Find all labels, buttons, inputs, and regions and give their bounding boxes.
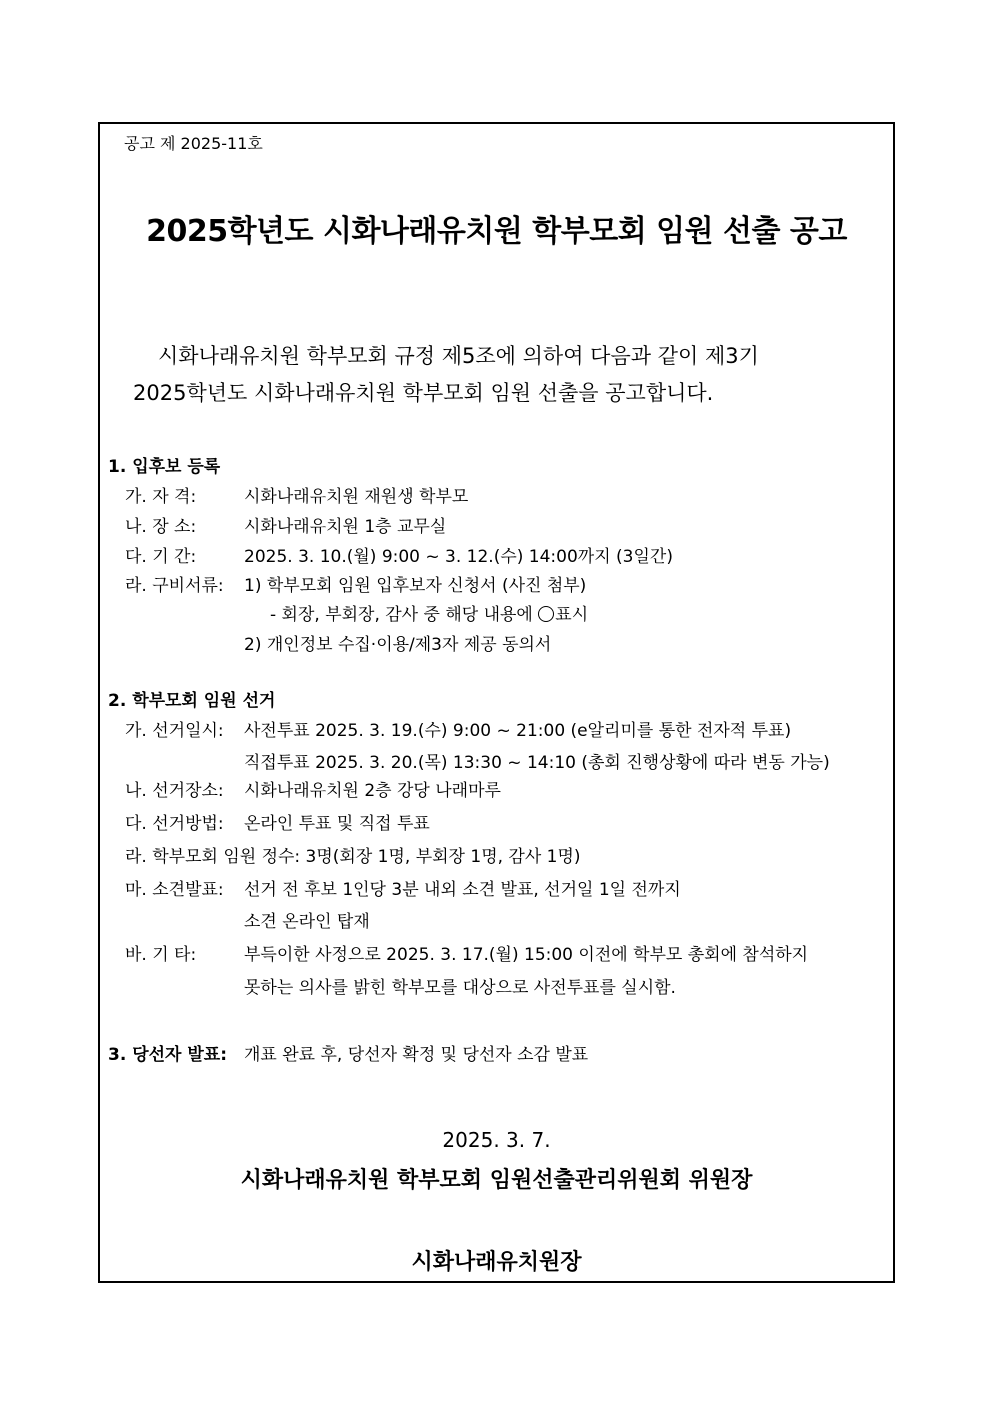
period-value: 2025. 3. 10.(월) 9:00 ~ 3. 12.(수) 14:00까지 (3일간) [244,547,673,567]
section3-text: 개표 완료 후, 당선자 확정 및 당선자 소감 발표 [244,1045,589,1065]
election-method-value: 온라인 투표 및 직접 투표 [244,814,430,834]
speech-label: 마. 소견발표: [125,880,224,900]
documents-2: 2) 개인정보 수집·이용/제3자 제공 동의서 [244,635,552,655]
section1-documents-row [0,571,992,595]
section2-heading: 2. 학부모회 임원 선거 [108,691,276,711]
principal-signature: 시화나래유치원장 [411,1250,582,1275]
etc-line-2: 못하는 의사를 밝힌 학부모를 대상으로 사전투표를 실시함. [244,978,676,998]
etc-line-1: 부득이한 사정으로 2025. 3. 17.(월) 15:00 이전에 학부모 총회에 참석하지 [244,945,809,965]
section3-row [0,1040,992,1064]
etc-label: 바. 기 타: [125,945,197,965]
intro-line-2: 2025학년도 시화나래유치원 학부모회 임원 선출을 공고합니다. [133,381,714,405]
section1-place-row [0,512,992,536]
speech-row [0,875,992,899]
section1-documents-2-row [0,630,992,654]
period-label: 다. 기 간: [125,547,197,567]
section3-heading: 3. 당선자 발표: [108,1045,228,1065]
section1-period-row [0,542,992,566]
notice-date: 2025. 3. 7. [442,1128,551,1152]
documents-mark-text: 표시 [555,605,589,625]
qualification-value: 시화나래유치원 재원생 학부모 [244,487,469,507]
speech-line-2: 소견 온라인 탑재 [244,912,370,932]
place-value: 시화나래유치원 1층 교무실 [244,517,447,537]
intro-line-1: 시화나래유치원 학부모회 규정 제5조에 의하여 다음과 같이 제3기 [158,344,759,368]
election-date-direct-row [0,748,992,772]
page-title: 2025학년도 시화나래유치원 학부모회 임원 선출 공고 [146,214,847,249]
speech-line-1: 선거 전 후보 1인당 3분 내외 소견 발표, 선거일 1일 전까지 [244,880,681,900]
election-date-label: 가. 선거일시: [125,721,224,741]
qualification-label: 가. 자 격: [125,487,197,507]
election-place-row [0,776,992,800]
election-date-pre: 사전투표 2025. 3. 19.(수) 9:00 ~ 21:00 (e알리미를 통한 전자적 투표) [244,721,792,741]
election-date-direct: 직접투표 2025. 3. 20.(목) 13:30 ~ 14:10 (총회 진행상황에 따라 변동 가능) [244,753,830,773]
speech-row-2 [0,907,992,931]
etc-row [0,940,992,964]
election-place-value: 시화나래유치원 2층 강당 나래마루 [244,781,501,801]
documents-sub [270,600,588,625]
election-place-label: 나. 선거장소: [125,781,224,801]
election-date-row [0,716,992,740]
section1-qualification-row [0,482,992,506]
documents-sub-text: - 회장, 부회장, 감사 중 해당 내용에 [270,605,533,625]
election-quota: 라. 학부모회 임원 정수: 3명(회장 1명, 부회장 1명, 감사 1명) [125,847,581,867]
election-quota-row [0,842,992,866]
etc-row-2 [0,973,992,997]
election-method-label: 다. 선거방법: [125,814,224,834]
section1-heading: 1. 입후보 등록 [108,457,221,477]
documents-label: 라. 구비서류: [125,576,224,596]
section1-documents-sub-row [0,600,992,624]
election-method-row [0,809,992,833]
place-label: 나. 장 소: [125,517,197,537]
circle-mark-icon [538,606,554,622]
documents-value: 1) 학부모회 임원 입후보자 신청서 (사진 첨부) [244,576,587,596]
notice-number: 공고 제 2025-11호 [124,134,263,153]
committee-signature: 시화나래유치원 학부모회 임원선출관리위원회 위원장 [240,1168,753,1193]
